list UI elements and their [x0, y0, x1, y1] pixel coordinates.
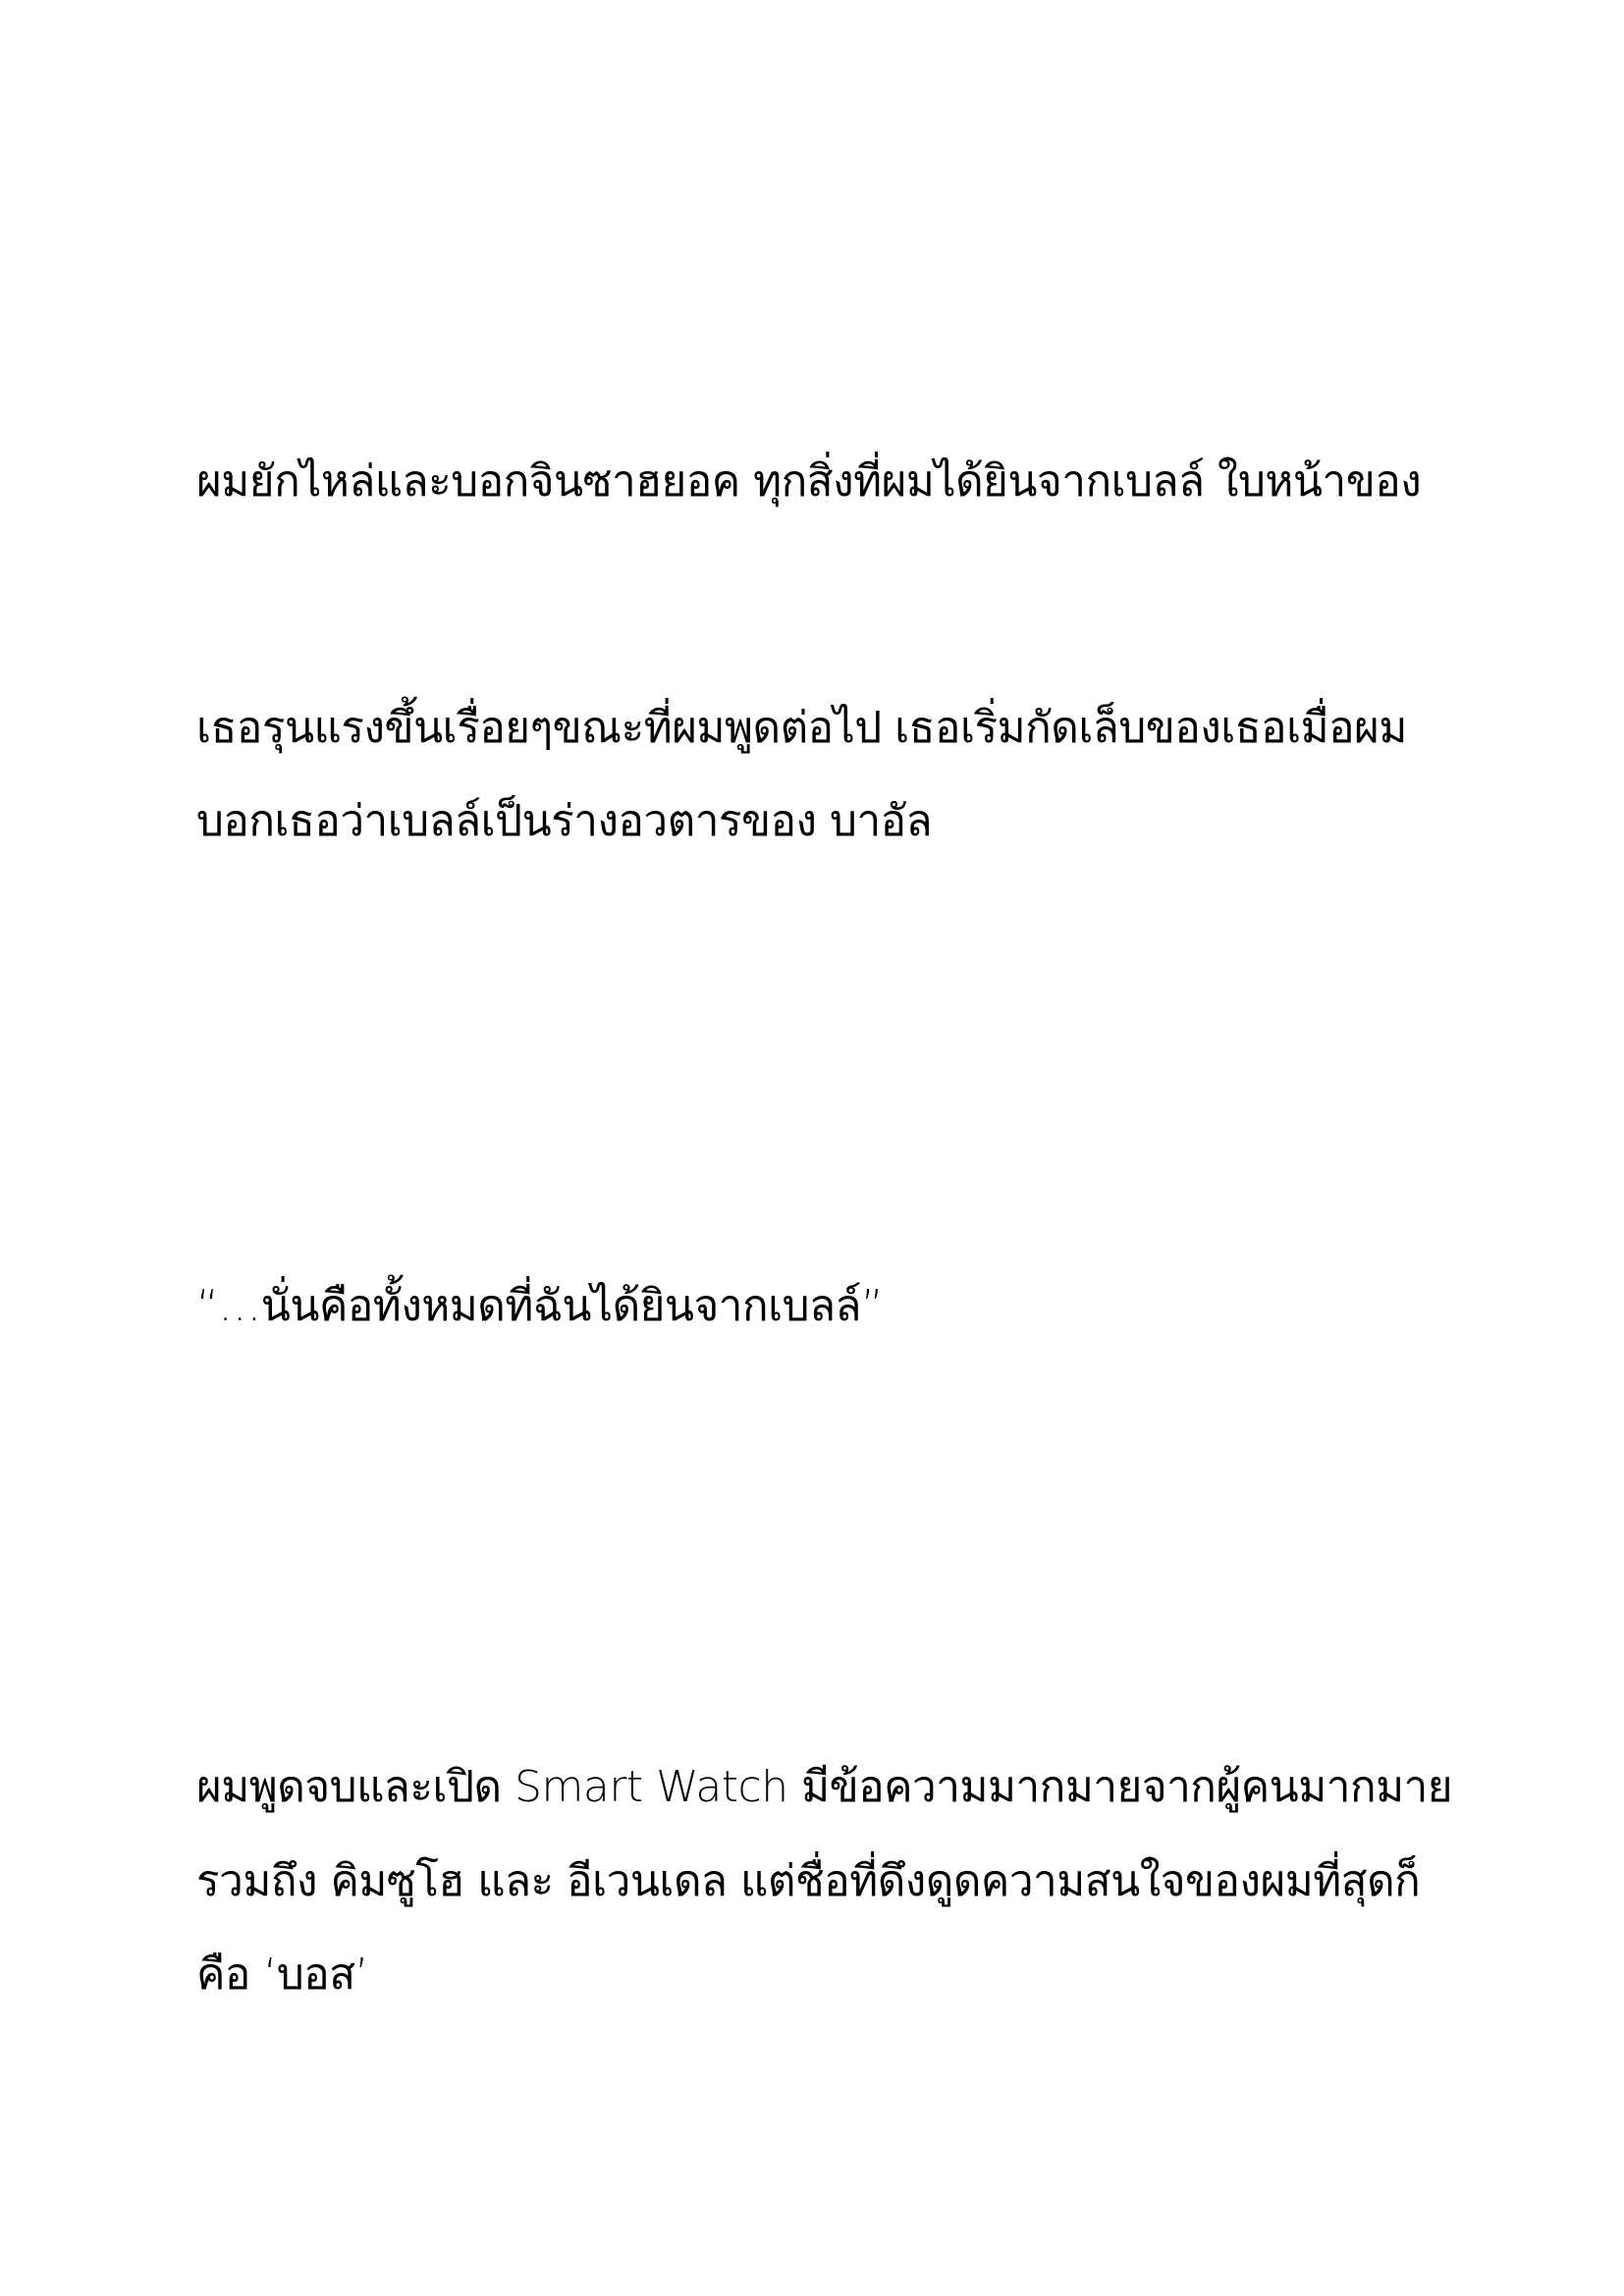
paragraph-3-line-1: “…นั่นคือทั้งหมดที่ฉันได้ยินจากเบลล์” — [196, 1281, 884, 1331]
paragraph-4-line-2: รวมถึง คิมซูโฮ และ อีเวนเดล แต่ชื่อที่ดึงดูดความสนใจของผมที่สุดก็ — [196, 1856, 1421, 1906]
paragraph-2-line-1: เธอรุนแรงขึ้นเรื่อยๆขณะที่ผมพูดต่อไป เธอเริ่มกัดเล็บของเธอเมื่อผม — [196, 703, 1407, 753]
paragraph-4-line-1: ผมพูดจบและเปิด Smart Watch มีข้อความมากมายจากผู้คนมากมาย — [196, 1762, 1453, 1812]
paragraph-1-line-1: ผมยักไหล่และบอกจินซาฮยอค ทุกสิ่งที่ผมได้ยินจากเบลล์ ใบหน้าของ — [196, 456, 1422, 507]
paragraph-4-line-3: คือ ‘บอส’ — [196, 1949, 369, 2000]
paragraph-2-line-2: บอกเธอว่าเบลล์เป็นร่างอวตารของ บาอัล — [196, 796, 933, 846]
